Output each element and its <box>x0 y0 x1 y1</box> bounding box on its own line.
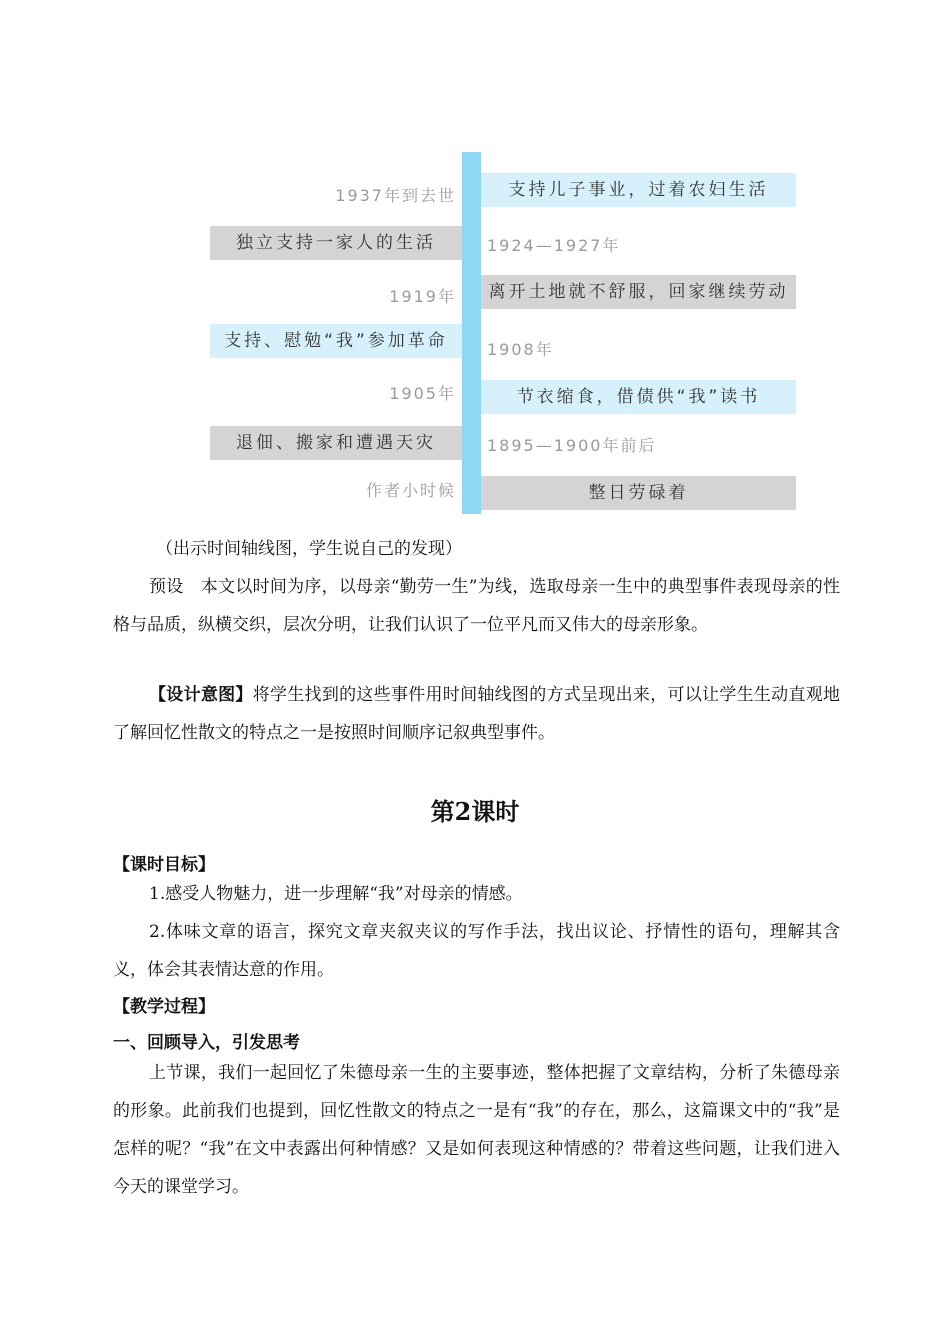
timeline-diagram <box>0 0 950 520</box>
preset-paragraph: 预设 本文以时间为序，以母亲“勤劳一生”为线，选取母亲一生中的典型事件表现母亲的性格与品质，纵横交织，层次分明，让我们认识了一位平凡而又伟大的母亲形象。 <box>113 577 840 635</box>
timeline-event-box: 节衣缩食，借债供“我”读书 <box>481 380 796 414</box>
timeline-caption: （出示时间轴线图，学生说自己的发现） <box>156 539 462 559</box>
design-intent-text: 将学生找到的这些事件用时间轴线图的方式呈现出来，可以让学生生动直观地了解回忆性散文的特点之一是按照时间顺序记叙典型事件。 <box>113 685 841 743</box>
lesson-title: 第2课时 <box>430 797 520 826</box>
timeline-event-box: 离开土地就不舒服，回家继续劳动 <box>481 275 796 309</box>
goal-item: 1.感受人物魅力，进一步理解“我”对母亲的情感。 <box>149 884 523 904</box>
timeline-event-box: 支持、慰勉“我”参加革命 <box>210 324 462 358</box>
timeline-date-label: 1937年到去世 <box>335 186 456 205</box>
timeline-event-box: 退佃、搬家和遭遇天灾 <box>210 426 462 460</box>
goals-label: 【课时目标】 <box>113 855 215 875</box>
section-paragraph: 上节课，我们一起回忆了朱德母亲一生的主要事迹，整体把握了文章结构，分析了朱德母亲的形象。此前我们也提到，回忆性散文的特点之一是有“我”的存在，那么，这篇课文中的“我”是怎样的呢？“我”在文中表露出何种情感？又是如何表现这种情感的？带着这些问题，让我们进入今天的课堂学习。 <box>113 1063 840 1197</box>
timeline-date-label: 1908年 <box>487 340 554 359</box>
goal-item: 2.体味文章的语言，探究文章夹叙夹议的写作手法，找出议论、抒情性的语句，理解其含义，体会其表情达意的作用。 <box>113 922 840 980</box>
timeline-date-label: 1924—1927年 <box>487 236 621 255</box>
timeline-event-box: 独立支持一家人的生活 <box>210 226 462 260</box>
timeline-event-box: 整日劳碌着 <box>481 476 796 510</box>
design-intent-paragraph <box>113 676 840 752</box>
design-intent-label: 【设计意图】 <box>149 685 253 705</box>
process-label: 【教学过程】 <box>113 997 215 1017</box>
timeline-date-label: 1919年 <box>389 287 456 306</box>
timeline-event-box: 支持儿子事业，过着农妇生活 <box>481 173 796 207</box>
timeline-date-label: 作者小时候 <box>365 481 456 500</box>
timeline-date-label: 1895—1900年前后 <box>487 436 657 455</box>
timeline-date-label: 1905年 <box>389 384 456 403</box>
section-heading: 一、回顾导入，引发思考 <box>113 1033 300 1053</box>
timeline-axis <box>462 152 481 514</box>
